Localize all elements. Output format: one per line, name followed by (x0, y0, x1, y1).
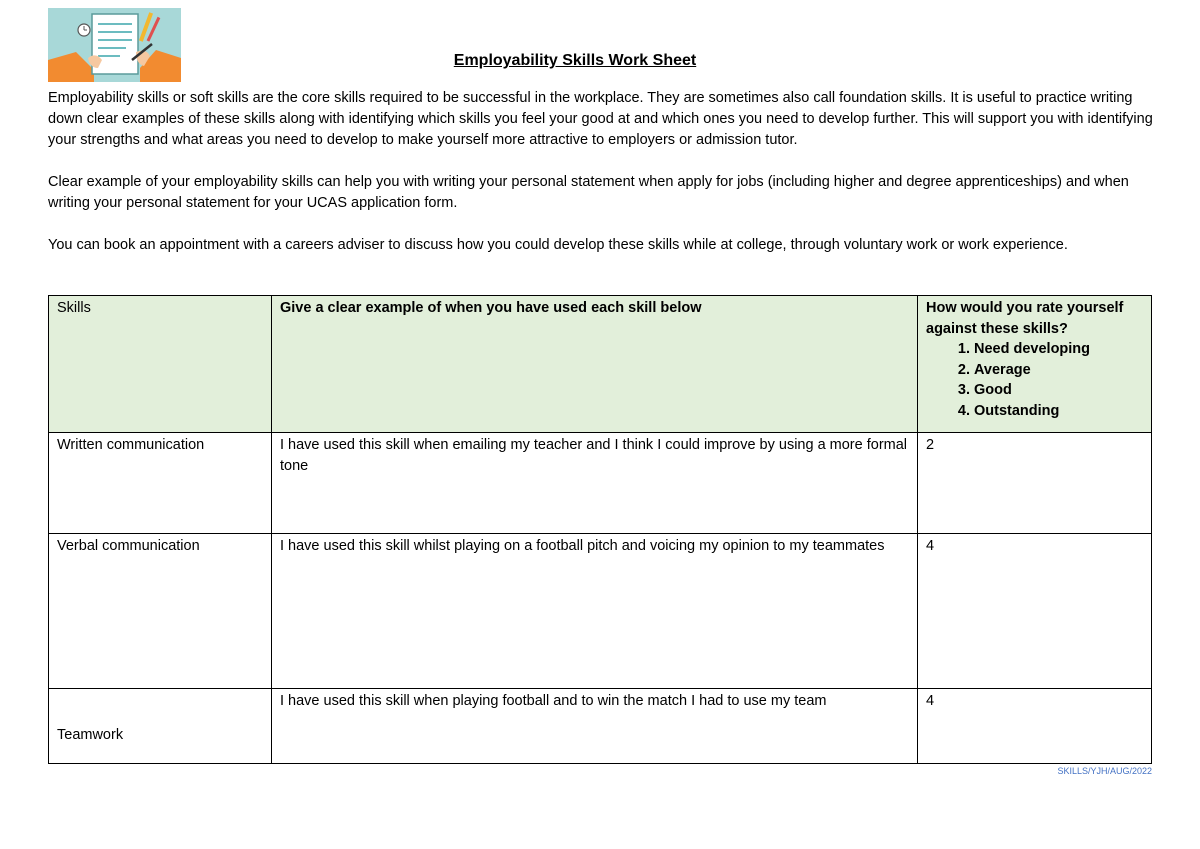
rating-cell[interactable]: 4 (918, 689, 1152, 764)
table-row (49, 689, 1152, 764)
header-example: Give a clear example of when you have used each skill below (272, 296, 918, 433)
page-title: Employability Skills Work Sheet (453, 52, 697, 69)
header-rating-question: How would you rate yourself against these skills? (926, 300, 1124, 337)
skill-cell[interactable]: Verbal communication (49, 534, 272, 689)
skill-cell[interactable]: Teamwork (49, 689, 272, 764)
rating-options-list (926, 339, 1143, 421)
header-rating (918, 296, 1152, 433)
rating-option: 1. Need developing (974, 339, 1143, 360)
table-header-row (49, 296, 1152, 433)
intro-paragraph-2: Clear example of your employability skills can help you with writing your personal statement when apply for jobs (including higher and degree apprenticeships) and when writing your personal statement for your UCAS application form. (48, 174, 1129, 211)
table-row (49, 433, 1152, 534)
rating-option: 3. Good (974, 380, 1143, 401)
rating-cell[interactable]: 4 (918, 534, 1152, 689)
intro-text (48, 88, 1153, 277)
rating-option: 4. Outstanding (974, 401, 1143, 422)
rating-cell[interactable]: 2 (918, 433, 1152, 534)
footer-document-code: SKILLS/YJH/AUG/2022 (1057, 766, 1152, 776)
header-skills: Skills (49, 296, 272, 433)
intro-paragraph-1: Employability skills or soft skills are the core skills required to be successful in the workplace. They are sometimes also call foundation skills. It is useful to practice writing down clear examples of these skills along with identifying which skills you feel your good at and which ones you need to develop further. This will support you with identifying your strengths and what areas you need to develop to make yourself more attractive to employers or admission tutor. (48, 90, 1153, 148)
rating-option: 2. Average (974, 360, 1143, 381)
intro-paragraph-3: You can book an appointment with a careers adviser to discuss how you could develop these skills while at college, through voluntary work or work experience. (48, 237, 1068, 253)
example-cell[interactable]: I have used this skill when playing football and to win the match I had to use my team (272, 689, 918, 764)
skills-table (48, 295, 1152, 764)
skill-cell[interactable]: Written communication (49, 433, 272, 534)
table-row (49, 534, 1152, 689)
worksheet-illustration (48, 8, 181, 82)
example-cell[interactable]: I have used this skill whilst playing on a football pitch and voicing my opinion to my teammates (272, 534, 918, 689)
example-cell[interactable]: I have used this skill when emailing my teacher and I think I could improve by using a more formal tone (272, 433, 918, 534)
